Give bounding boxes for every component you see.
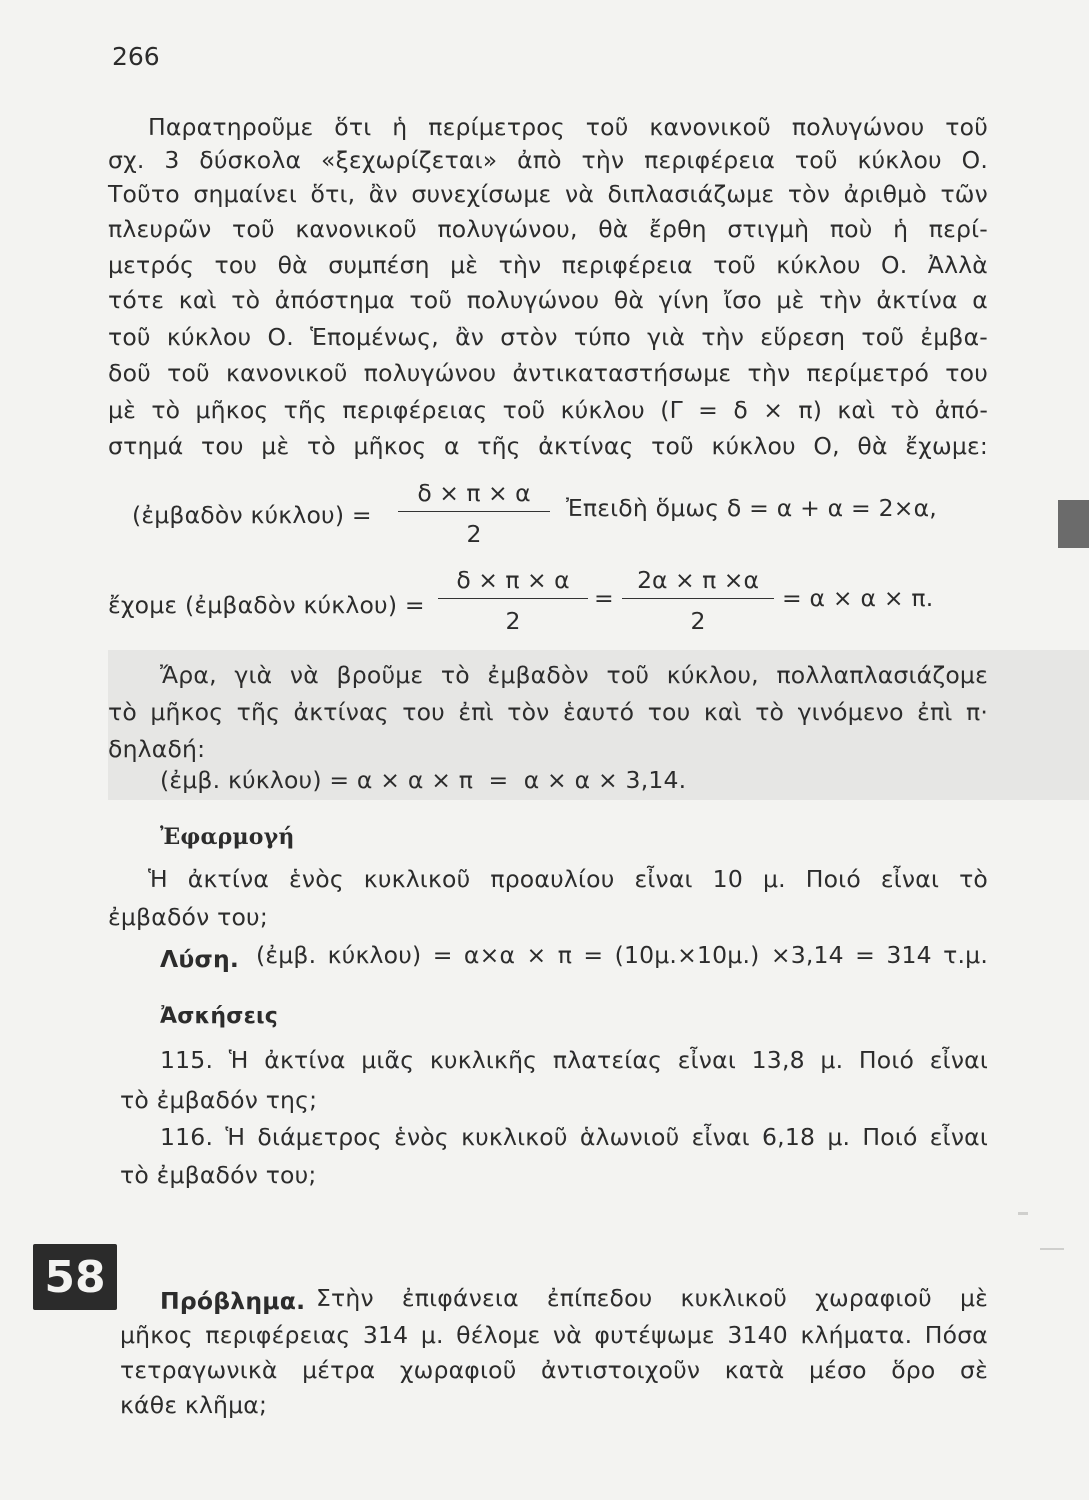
formula1-lhs: (ἐμβαδὸν κύκλου) = — [132, 501, 372, 529]
intro-line: σχ. 3 δύσκολα «ξεχωρίζεται» ἀπὸ τὴν περιφέρεια τοῦ κύκλου Ο. — [108, 146, 988, 174]
fraction-bar — [438, 598, 588, 599]
application-line: Ἡ ἀκτίνα ἑνὸς κυκλικοῦ προαυλίου εἶναι 10 μ. Ποιό εἶναι τὸ — [148, 865, 988, 893]
problem-label: Πρόβλημα. — [160, 1287, 306, 1315]
page-edge-tab — [1058, 500, 1089, 548]
intro-line: Τοῦτο σημαίνει ὅτι, ἂν συνεχίσωμε νὰ διπλασιάζωμε τὸν ἀριθμὸ τῶν — [108, 180, 988, 208]
problem-number-badge: 58 — [33, 1244, 117, 1310]
exercise-line: 115. Ἡ ἀκτίνα μιᾶς κυκλικῆς πλατείας εἶναι 13,8 μ. Ποιό εἶναι — [160, 1046, 988, 1074]
intro-line: μετρός του θὰ συμπέση μὲ τὴν περιφέρεια τοῦ κύκλου Ο. Ἀλλὰ — [108, 251, 988, 279]
formula2-lhs: ἔχομε (ἐμβαδὸν κύκλου) = — [108, 591, 425, 619]
problem-line: μῆκος περιφέρειας 314 μ. θέλομε νὰ φυτέψωμε 3140 κλήματα. Πόσα — [120, 1321, 988, 1349]
application-heading: Ἐφαρμογή — [160, 824, 295, 850]
rule-line: τὸ μῆκος τῆς ἀκτίνας του ἐπὶ τὸν ἑαυτό του καὶ τὸ γινόμενο ἐπὶ π· — [108, 698, 988, 726]
solution-label: Λύση. — [160, 945, 240, 973]
fraction-bar — [622, 598, 774, 599]
scan-mark — [1018, 1212, 1028, 1215]
formula2-equals: = — [594, 584, 614, 612]
rule-formula: (ἐμβ. κύκλου) = α × α × π = α × α × 3,14. — [160, 766, 687, 794]
problem-line: τετραγωνικὰ μέτρα χωραφιοῦ ἀντιστοιχοῦν κατὰ μέσο ὅρο σὲ — [120, 1356, 988, 1384]
rule-line: δηλαδή: — [108, 735, 206, 763]
formula2-result: = α × α × π. — [782, 584, 934, 612]
formula2-numerator-1: δ × π × α — [456, 566, 570, 594]
intro-line: τότε καὶ τὸ ἀπόστημα τοῦ πολυγώνου θὰ γίνη ἴσο μὲ τὴν ἀκτίνα α — [108, 286, 988, 314]
formula2-denominator-2: 2 — [690, 607, 706, 635]
formula1-numerator: δ × π × α — [417, 479, 531, 507]
intro-line: πλευρῶν τοῦ κανονικοῦ πολυγώνου, θὰ ἔρθη στιγμὴ ποὺ ἡ περί- — [108, 215, 988, 243]
intro-line: τοῦ κύκλου Ο. Ἑπομένως, ἂν στὸν τύπο γιὰ τὴν εὕρεση τοῦ ἐμβα- — [108, 323, 988, 351]
exercise-line: τὸ ἐμβαδόν του; — [120, 1161, 317, 1189]
page-number: 266 — [112, 42, 160, 71]
fraction-bar — [398, 511, 550, 512]
intro-line: στημά του μὲ τὸ μῆκος α τῆς ἀκτίνας τοῦ κύκλου Ο, θὰ ἔχωμε: — [108, 432, 988, 460]
exercise-line: τὸ ἐμβαδόν της; — [120, 1086, 318, 1114]
formula1-denominator: 2 — [466, 520, 482, 548]
problem-line: Στὴν ἐπιφάνεια ἐπίπεδου κυκλικοῦ χωραφιοῦ μὲ — [316, 1284, 988, 1312]
rule-line: Ἄρα, γιὰ νὰ βροῦμε τὸ ἐμβαδὸν τοῦ κύκλου, πολλαπλασιάζομε — [160, 661, 988, 689]
formula2-numerator-2: 2α × π ×α — [637, 566, 759, 594]
intro-line: μὲ τὸ μῆκος τῆς περιφέρειας τοῦ κύκλου (Γ = δ × π) καὶ τὸ ἀπό- — [108, 396, 988, 424]
exercise-line: 116. Ἡ διάμετρος ἑνὸς κυκλικοῦ ἁλωνιοῦ εἶναι 6,18 μ. Ποιό εἶναι — [160, 1123, 988, 1151]
intro-line: δοῦ τοῦ κανονικοῦ πολυγώνου ἀντικαταστήσωμε τὴν περίμετρό του — [108, 359, 988, 387]
formula1-note: Ἐπειδὴ ὅμως δ = α + α = 2×α, — [566, 494, 937, 522]
solution-text: (ἐμβ. κύκλου) = α×α × π = (10μ.×10μ.) ×3,14 = 314 τ.μ. — [256, 941, 988, 969]
formula2-denominator-1: 2 — [505, 607, 521, 635]
scan-mark — [1040, 1248, 1064, 1250]
application-line: ἐμβαδόν του; — [108, 903, 268, 931]
problem-line: κάθε κλῆμα; — [120, 1391, 268, 1419]
intro-line: Παρατηροῦμε ὅτι ἡ περίμετρος τοῦ κανονικοῦ πολυγώνου τοῦ — [148, 113, 988, 141]
exercises-heading: Ἀσκήσεις — [160, 1004, 279, 1029]
